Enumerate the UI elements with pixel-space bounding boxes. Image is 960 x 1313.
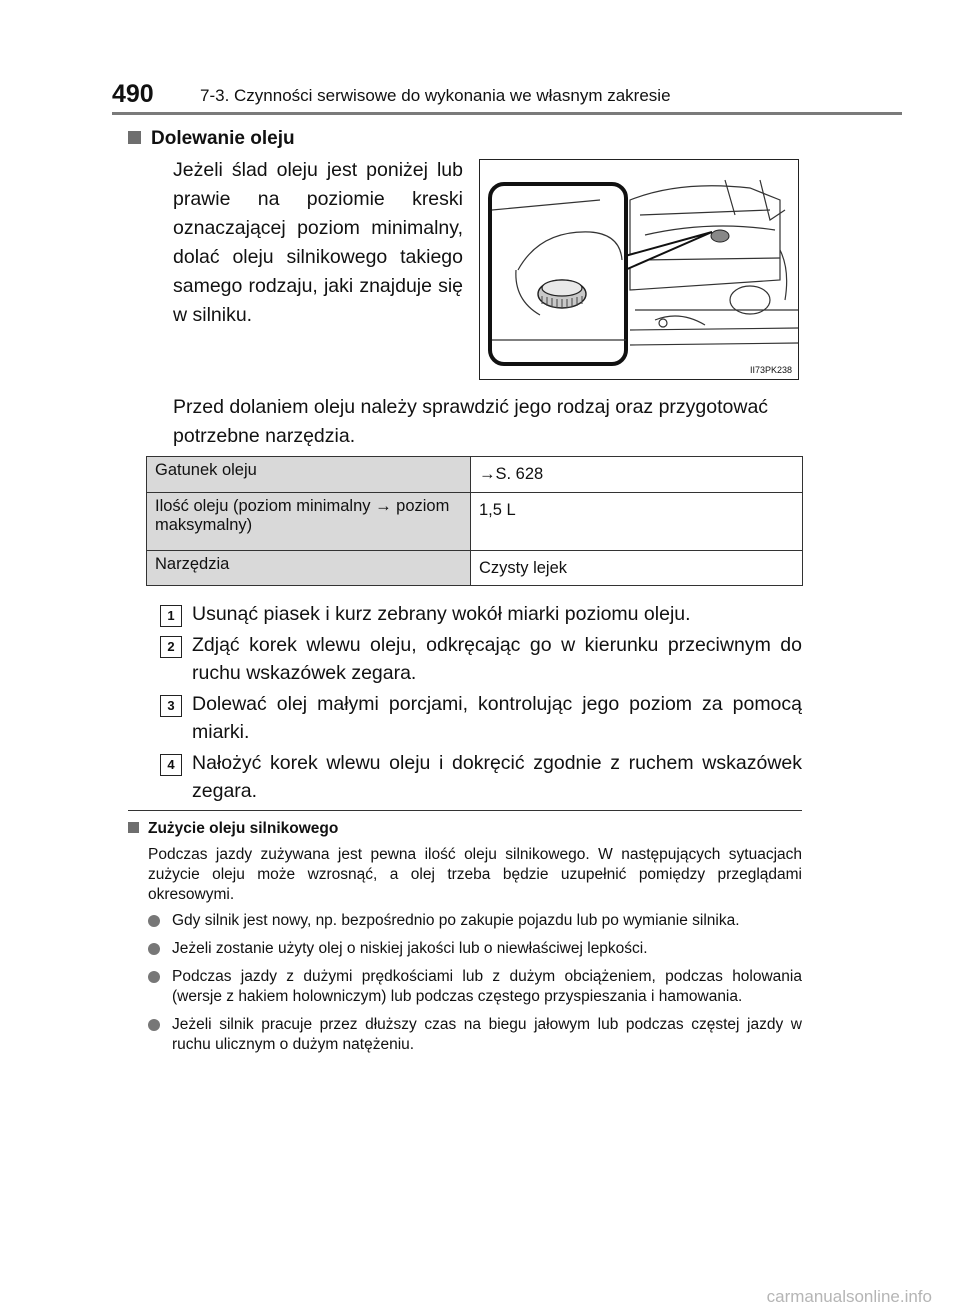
intro-paragraph: Jeżeli ślad oleju jest poniżej lub prawie na poziomie kreski oznaczającej poziom minimalny, dolać oleju silnikowego takiego samego rodzaju, jaki znajduje się w silniku. [173, 159, 463, 326]
bullet-text: Gdy silnik jest nowy, np. bezpośrednio po zakupie pojazdu lub po wymianie silnika. [172, 912, 740, 929]
table-label: Ilość oleju (poziom minimalny → poziom maksymalny) [147, 493, 471, 551]
step-number-badge: 1 [160, 605, 182, 627]
square-bullet-icon [128, 131, 141, 144]
preparation-paragraph: Przed dolaniem oleju należy sprawdzić jego rodzaj oraz przygotować potrzebne narzędzia. [173, 396, 769, 447]
oil-grade-reference: →S. 628 [479, 465, 544, 483]
note-paragraph: Podczas jazdy zużywana jest pewna ilość oleju silnikowego. W następujących sytuacjach zużycie oleju może wzrosnąć, a olej trzeba będzie uzupełnić pomiędzy przeglądami okresowymi. [148, 846, 802, 903]
note-title-text: Zużycie oleju silnikowego [148, 820, 339, 837]
chapter-title: 7-3. Czynności serwisowe do wykonania we własnym zakresie [200, 86, 671, 105]
list-item [128, 1015, 802, 1055]
page-header [112, 80, 902, 116]
bullet-text: Podczas jazdy z dużymi prędkościami lub z dużym obciążeniem, podczas holowania (wersje z hakiem holowniczym) lub podczas częstego przyspieszania i hamowania. [172, 968, 802, 1005]
step-text: Dolewać olej małymi porcjami, kontrolując jego poziom za pomocą miarki. [192, 693, 802, 743]
bullet-text: Jeżeli zostanie użyty olej o niskiej jakości lub o niewłaściwej lepkości. [172, 940, 648, 957]
section-divider [128, 810, 802, 811]
table-label: Narzędzia [147, 551, 471, 586]
note-title [128, 820, 802, 838]
step-text: Usunąć piasek i kurz zebrany wokół miarki poziomu oleju. [192, 603, 691, 625]
table-value [471, 493, 803, 551]
table-value [471, 551, 803, 586]
oil-consumption-note [128, 820, 802, 1063]
step-item [160, 690, 802, 746]
section-title [128, 128, 295, 150]
list-item [128, 911, 802, 931]
section-title-text: Dolewanie oleju [151, 128, 295, 149]
oil-spec-table [146, 456, 803, 586]
table-row [147, 551, 803, 586]
oil-quantity: 1,5 L [479, 501, 516, 519]
engine-oil-cap-figure [479, 159, 799, 380]
step-text: Nałożyć korek wlewu oleju i dokręcić zgodnie z ruchem wskazówek zegara. [192, 752, 802, 802]
step-item [160, 749, 802, 805]
step-text: Zdjąć korek wlewu oleju, odkręcając go w kierunku przeciwnym do ruchu wskazówek zegara. [192, 634, 802, 684]
step-number-badge: 2 [160, 636, 182, 658]
circle-bullet-icon [148, 1019, 160, 1031]
table-row [147, 457, 803, 493]
list-item [128, 939, 802, 959]
bullet-text: Jeżeli silnik pracuje przez dłuższy czas na biegu jałowym lub podczas częstej jazdy w ruchu ulicznym o dużym natężeniu. [172, 1016, 802, 1053]
table-label: Gatunek oleju [147, 457, 471, 493]
list-item [128, 967, 802, 1007]
step-number-badge: 3 [160, 695, 182, 717]
circle-bullet-icon [148, 915, 160, 927]
figure-code: II73PK238 [749, 365, 792, 375]
step-item [160, 600, 802, 628]
watermark: carmanualsonline.info [766, 1287, 932, 1306]
step-number-badge: 4 [160, 754, 182, 776]
header-rule [112, 112, 902, 115]
step-item [160, 631, 802, 687]
steps-list [160, 600, 802, 808]
table-value [471, 457, 803, 493]
circle-bullet-icon [148, 971, 160, 983]
engine-illustration [480, 160, 798, 379]
page-number: 490 [112, 80, 154, 108]
circle-bullet-icon [148, 943, 160, 955]
table-row [147, 493, 803, 551]
tools: Czysty lejek [479, 559, 568, 577]
square-bullet-icon [128, 822, 139, 833]
